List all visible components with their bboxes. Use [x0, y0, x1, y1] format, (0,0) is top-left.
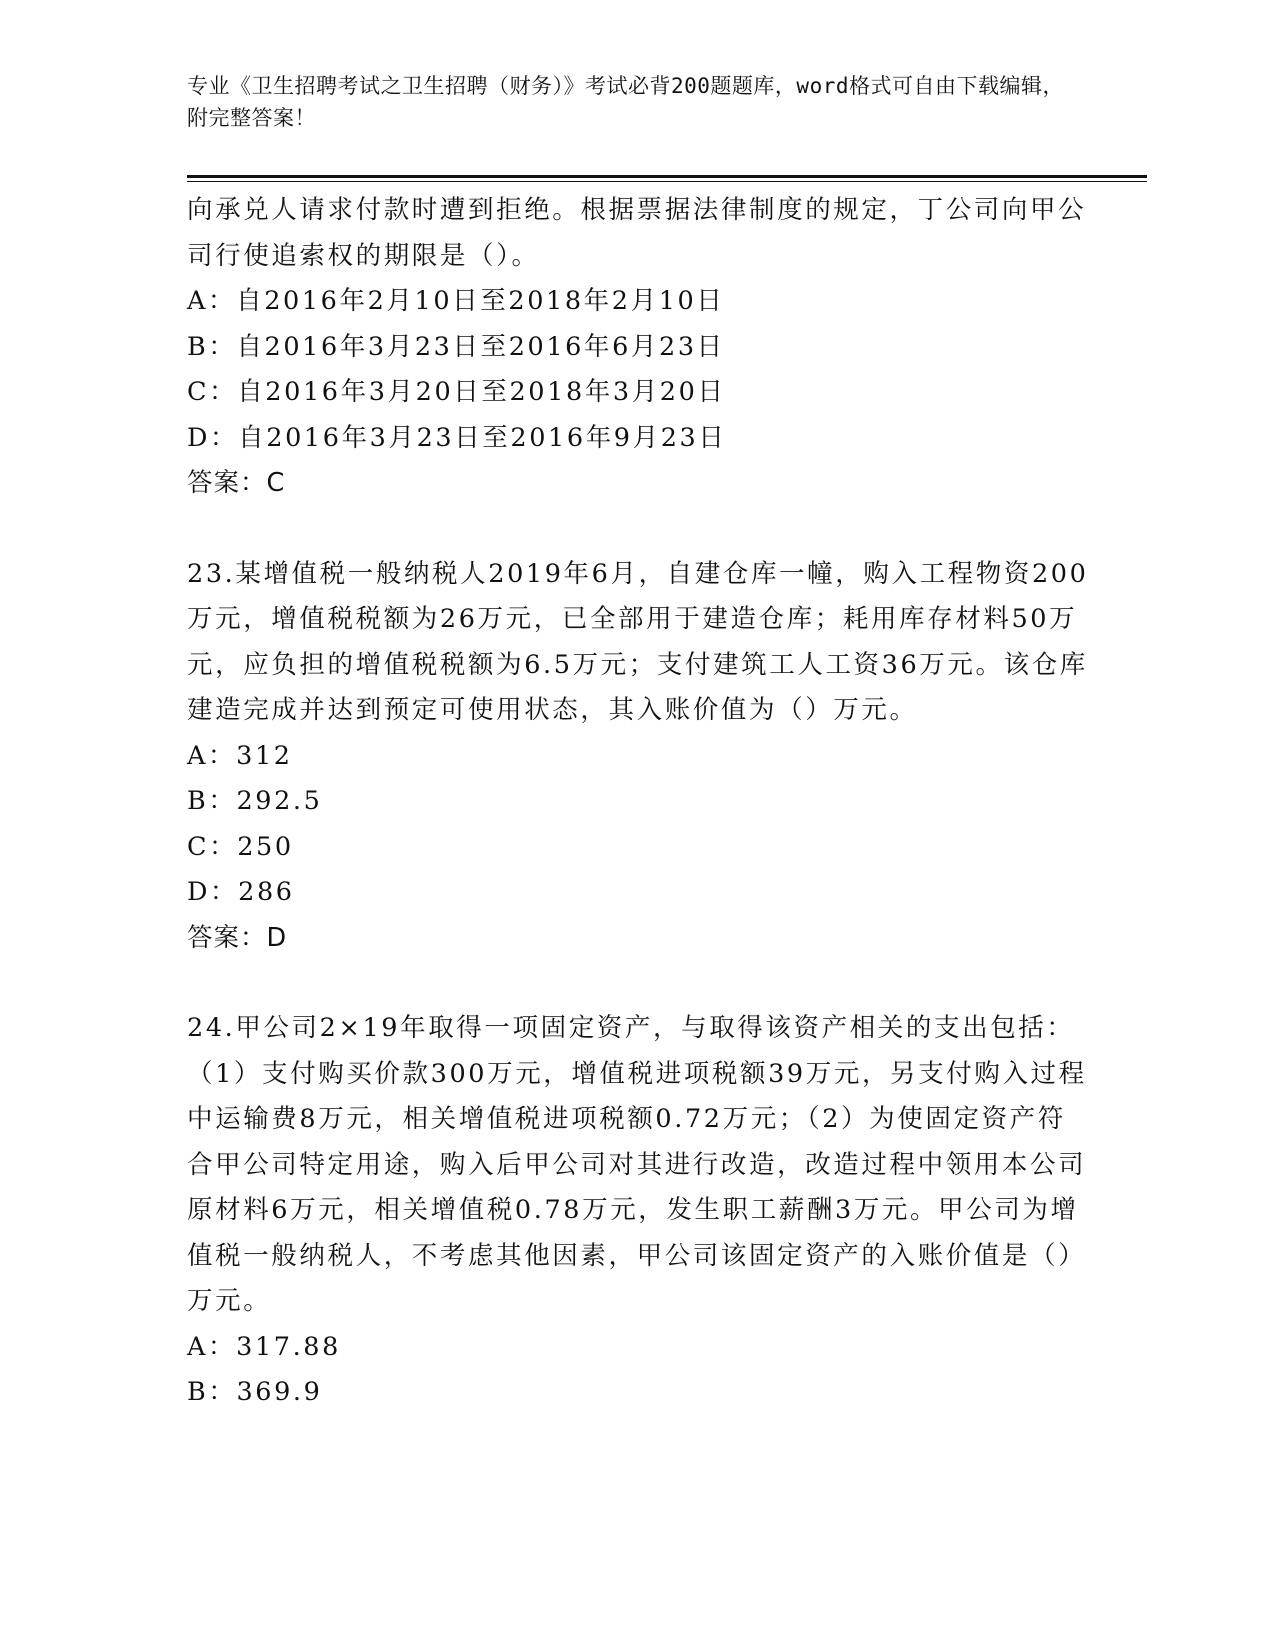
question-22-answer: 答案：C: [187, 468, 286, 498]
spacer: [187, 961, 1092, 1006]
question-24-option-b: B：369.9: [187, 1377, 323, 1407]
question-22-option-c: C：自2016年3月20日至2018年3月20日: [187, 377, 726, 407]
document-title: 专业《卫生招聘考试之卫生招聘（财务）》考试必背200题题库，word格式可自由下载编辑，附完整答案！: [187, 74, 1064, 130]
question-22-option-d: D：自2016年3月23日至2016年9月23日: [187, 422, 727, 453]
question-23-stem: 23.某增值税一般纳税人2019年6月，自建仓库一幢，购入工程物资200万元，增值税税额为26万元，已全部用于建造仓库；耗用库存材料50万元，应负担的增值税税额为6.5万元；支付建筑工人工资36万元。该仓库建造完成并达到预定可使用状态，其入账价值为（）万元。: [187, 558, 1089, 725]
question-23-option-c: C：250: [187, 831, 294, 862]
question-23-answer: 答案：D: [187, 922, 288, 953]
spacer: [187, 507, 1092, 552]
header-divider-thin: [187, 181, 1147, 182]
question-content: [187, 188, 1092, 1416]
header-divider-thick: [187, 175, 1147, 178]
question-24-stem: 24.甲公司2×19年取得一项固定资产，与取得该资产相关的支出包括：（1）支付购买价款300万元，增值税进项税额39万元，另支付购入过程中运输费8万元，相关增值税进项税额0.72万元；（2）为使固定资产符合甲公司特定用途，购入后甲公司对其进行改造，改造过程中领用本公司原材料6万元，相关增值税0.78万元，发生职工薪酬3万元。甲公司为增值税一般纳税人，不考虑其他因素，甲公司该固定资产的入账价值是（）万元。: [187, 1013, 1087, 1316]
question-23-option-a: A：312: [187, 740, 293, 771]
question-22: [187, 188, 1092, 507]
question-23: [187, 552, 1092, 962]
question-22-option-a: A：自2016年2月10日至2018年2月10日: [187, 286, 725, 316]
question-24-option-a: A：317.88: [187, 1331, 341, 1362]
question-23-option-d: D：286: [187, 877, 295, 907]
document-header: [187, 70, 1067, 134]
question-24: [187, 1006, 1092, 1416]
question-23-option-b: B：292.5: [187, 786, 323, 816]
question-22-option-b: B：自2016年3月23日至2016年6月23日: [187, 331, 725, 362]
question-22-stem: 向承兑人请求付款时遭到拒绝。根据票据法律制度的规定，丁公司向甲公司行使追索权的期限是（）。: [187, 195, 1087, 271]
